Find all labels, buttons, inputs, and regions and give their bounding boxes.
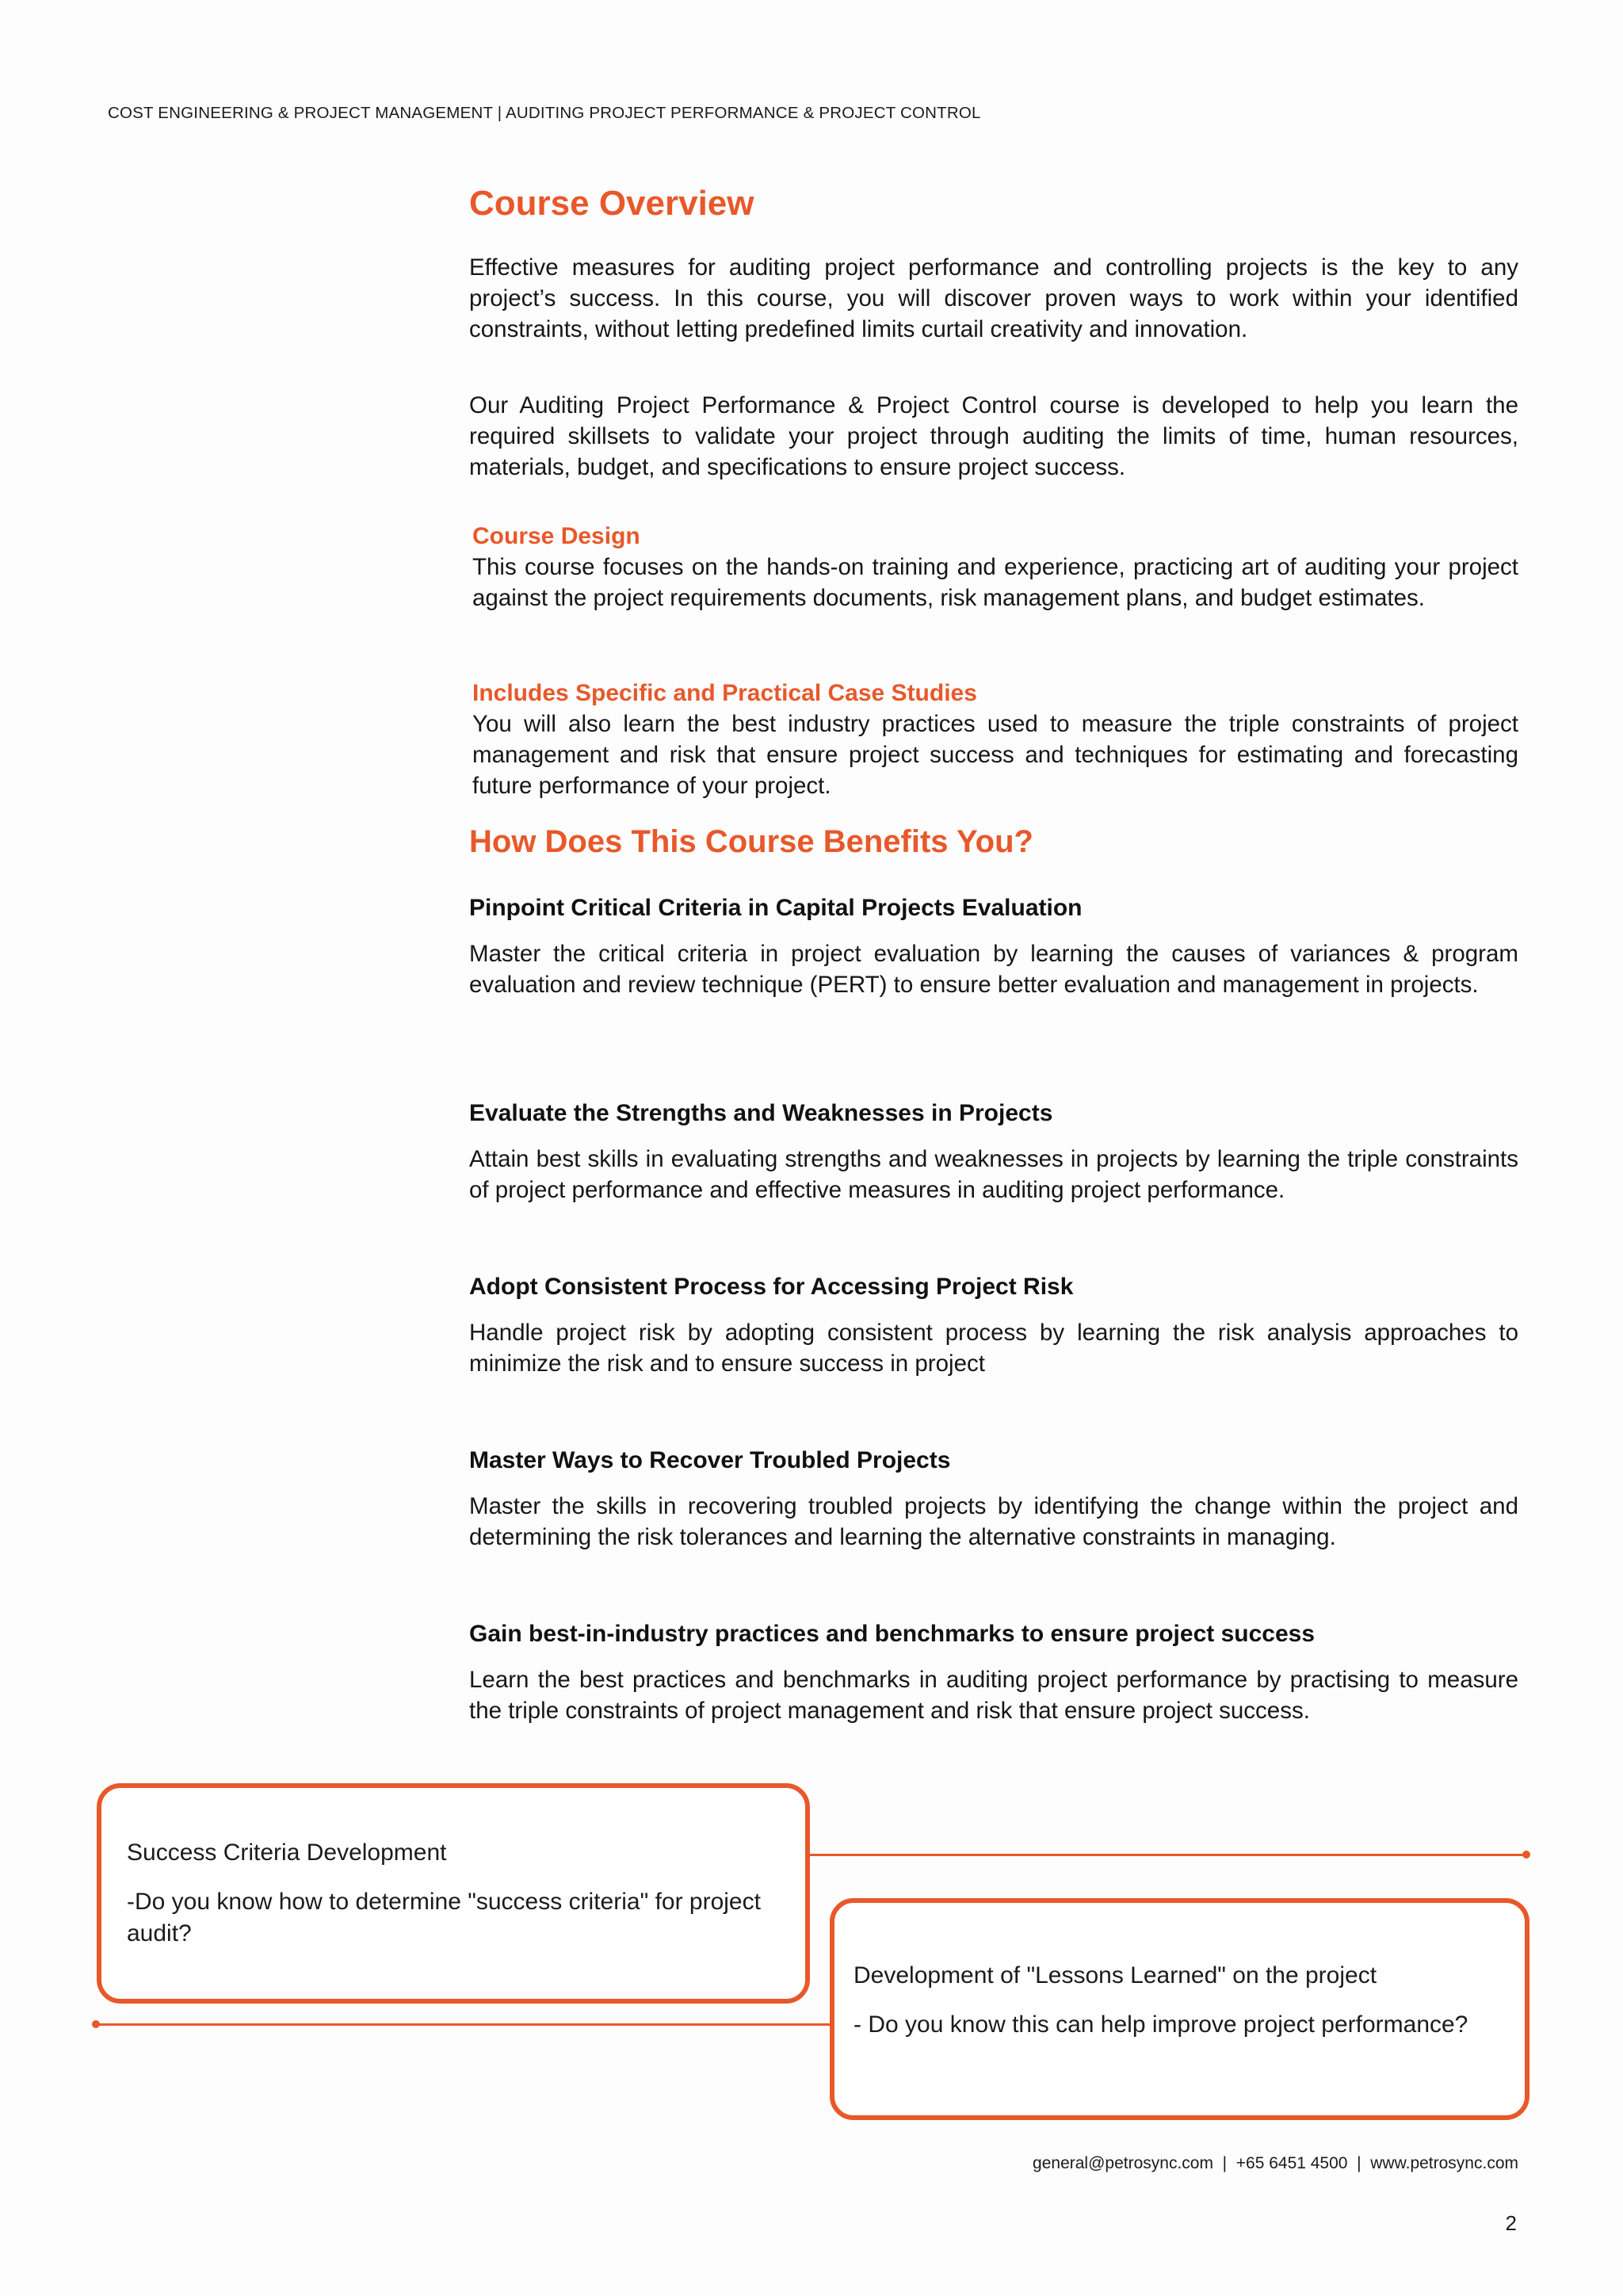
course-design-section [472,521,1518,613]
benefit-item [469,894,1518,1000]
benefit-text: Attain best skills in evaluating strengths and weaknesses in projects by learning the triple constraints of project performance and effective measures in auditing project performance. [469,1146,1518,1203]
benefit-text: Handle project risk by adopting consistent process by learning the risk analysis approaches to minimize the risk and to ensure success in project [469,1320,1518,1377]
success-criteria-callout [97,1783,810,2004]
benefit-title: Master Ways to Recover Troubled Projects [469,1447,951,1473]
benefit-title: Adopt Consistent Process for Accessing Project Risk [469,1274,1074,1300]
benefit-item [469,1620,1518,1726]
page-number: 2 [1505,2211,1517,2235]
callout-title: Development of "Lessons Learned" on the project [854,1962,1377,1988]
overview-paragraph-1: Effective measures for auditing project performance and controlling projects is the key to any project’s success. In this course, you will discover proven ways to work within your identified constraints, without letting predefined limits curtail creativity and innovation. [469,254,1518,342]
benefit-item [469,1273,1518,1379]
benefit-text: Learn the best practices and benchmarks in auditing project performance by practising to measure the triple constraints of project management and risk that ensure project success. [469,1667,1518,1724]
callout-question: - Do you know this can help improve project performance? [854,2011,1468,2038]
connector-line-upper [807,1854,1526,1856]
case-studies-section [472,678,1518,801]
connector-dot-left [92,2020,100,2028]
case-studies-heading: Includes Specific and Practical Case Studies [472,680,977,706]
benefits-heading: How Does This Course Benefits You? [469,824,1033,859]
callout-title: Success Criteria Development [127,1839,447,1866]
connector-dot-right [1522,1851,1530,1859]
benefit-title: Evaluate the Strengths and Weaknesses in Projects [469,1100,1053,1126]
benefit-title: Pinpoint Critical Criteria in Capital Projects Evaluation [469,895,1083,921]
lessons-learned-callout [830,1898,1529,2120]
benefit-text: Master the skills in recovering troubled projects by identifying the change within the project and determining the risk tolerances and learning the alternative constraints in managing. [469,1493,1518,1550]
benefit-text: Master the critical criteria in project evaluation by learning the causes of variances & program evaluation and review technique (PERT) to ensure better evaluation and management in projects. [469,941,1518,998]
benefit-item [469,1446,1518,1553]
case-studies-text: You will also learn the best industry practices used to measure the triple constraints of project management and risk that ensure project success and techniques for estimating and forecasting future performance of your project. [472,711,1518,799]
connector-line-lower [96,2023,833,2026]
callout-question: -Do you know how to determine "success criteria" for project audit? [127,1889,761,1946]
course-design-heading: Course Design [472,523,640,549]
footer-contact: general@petrosync.com | +65 6451 4500 | www.petrosync.com [1033,2154,1518,2172]
benefit-title: Gain best-in-industry practices and benchmarks to ensure project success [469,1621,1316,1647]
running-header: COST ENGINEERING & PROJECT MANAGEMENT | AUDITING PROJECT PERFORMANCE & PROJECT CONTROL [108,104,981,122]
benefit-item [469,1099,1518,1205]
course-overview-heading: Course Overview [469,184,754,223]
course-design-text: This course focuses on the hands-on training and experience, practicing art of auditing your project against the project requirements documents, risk management plans, and budget estimates. [472,554,1518,611]
overview-paragraph-2: Our Auditing Project Performance & Project Control course is developed to help you learn the required skillsets to validate your project through auditing the limits of time, human resources, materials, budget, and specifications to ensure project success. [469,392,1518,480]
